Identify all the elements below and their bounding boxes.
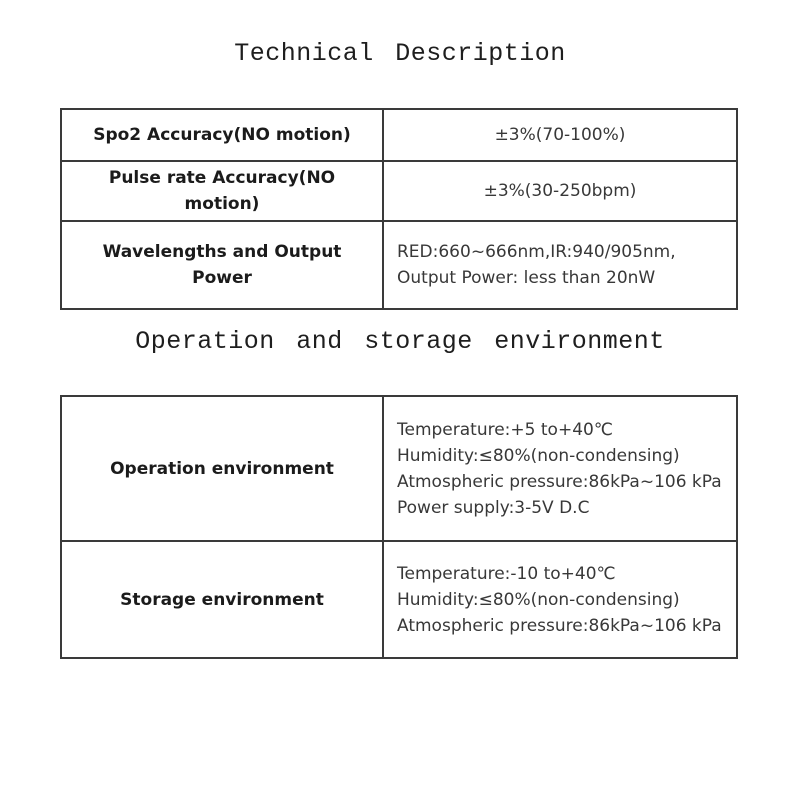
row-label-cell <box>62 162 384 220</box>
table-row <box>62 110 736 162</box>
row-value-cell <box>384 397 736 540</box>
section-title: Operation and storage environment <box>135 327 665 356</box>
row-label: Wavelengths and Output Power <box>102 242 342 288</box>
row-value: ±3%(30-250bpm) <box>483 181 637 201</box>
row-value <box>397 417 722 521</box>
row-value-cell <box>384 222 736 308</box>
row-label: Operation environment <box>110 458 334 479</box>
row-label: Spo2 Accuracy(NO motion) <box>93 125 351 145</box>
row-label: Storage environment <box>120 589 324 610</box>
row-value-cell <box>384 162 736 220</box>
row-value: ±3%(70-100%) <box>494 125 626 145</box>
row-value-cell <box>384 110 736 160</box>
value-line: Humidity:≤80%(non-condensing) <box>397 589 680 610</box>
value-line: Temperature:-10 to+40℃ <box>397 563 616 584</box>
table-row <box>62 397 736 542</box>
row-value-cell <box>384 542 736 657</box>
value-line: Power supply:3-5V D.C <box>397 497 590 518</box>
environment-table <box>60 395 738 659</box>
value-line: RED:660~666nm,IR:940/905nm, <box>397 242 676 262</box>
table-row <box>62 162 736 222</box>
row-value <box>397 239 676 291</box>
row-value <box>397 561 722 639</box>
value-line: Output Power: less than 20nW <box>397 268 656 288</box>
row-label-cell <box>62 397 384 540</box>
table-row <box>62 542 736 657</box>
row-label-cell <box>62 542 384 657</box>
table-row <box>62 222 736 308</box>
row-label: Pulse rate Accuracy(NO motion) <box>108 168 336 214</box>
technical-description-table <box>60 108 738 310</box>
value-line: Atmospheric pressure:86kPa~106 kPa <box>397 471 722 492</box>
row-label-cell <box>62 110 384 160</box>
value-line: Temperature:+5 to+40℃ <box>397 419 613 440</box>
value-line: Atmospheric pressure:86kPa~106 kPa <box>397 615 722 636</box>
value-line: Humidity:≤80%(non-condensing) <box>397 445 680 466</box>
page-title: Technical Description <box>234 39 566 68</box>
row-label-cell <box>62 222 384 308</box>
